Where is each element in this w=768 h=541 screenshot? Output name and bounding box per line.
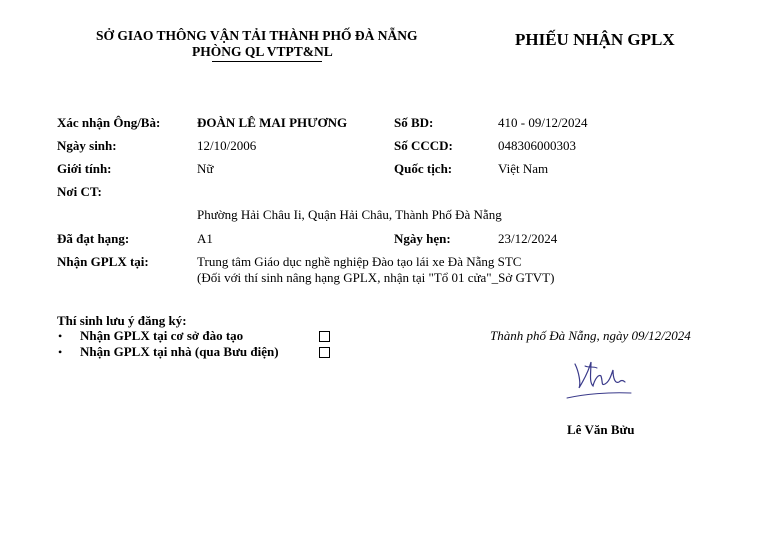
sbd-label: Số BD:	[394, 115, 434, 130]
option-bullet: •	[58, 345, 63, 359]
notes-heading: Thí sinh lưu ý đăng ký:	[57, 313, 187, 328]
place-date: Thành phố Đà Nẵng, ngày 09/12/2024	[490, 328, 691, 343]
pickup-value-line2: (Đối với thí sinh nâng hạng GPLX, nhận tại "Tổ 01 cửa"_Sở GTVT)	[197, 270, 555, 285]
residence-value: Phường Hải Châu Ii, Quận Hải Châu, Thành Phố Đà Nẵng	[197, 207, 502, 222]
agency-name-line2: PHÒNG QL VTPT&NL	[192, 44, 333, 59]
checkbox-training-center[interactable]	[319, 331, 330, 342]
class-value: A1	[197, 231, 213, 246]
appointment-label: Ngày hẹn:	[394, 231, 451, 246]
sbd-value: 410 - 09/12/2024	[498, 115, 588, 130]
gender-label: Giới tính:	[57, 161, 112, 176]
option-label-home-delivery: Nhận GPLX tại nhà (qua Bưu điện)	[80, 344, 279, 359]
dob-label: Ngày sinh:	[57, 138, 117, 153]
residence-label: Nơi CT:	[57, 184, 102, 199]
document-title: PHIẾU NHẬN GPLX	[515, 30, 675, 49]
nationality-label: Quốc tịch:	[394, 161, 453, 176]
class-label: Đã đạt hạng:	[57, 231, 130, 246]
signer-name: Lê Văn Bửu	[567, 422, 635, 437]
gender-value: Nữ	[197, 161, 214, 176]
cccd-label: Số CCCD:	[394, 138, 453, 153]
option-label-training-center: Nhận GPLX tại cơ sở đào tạo	[80, 328, 244, 343]
name-label: Xác nhận Ông/Bà:	[57, 115, 161, 130]
option-bullet: •	[58, 329, 63, 343]
checkbox-home-delivery[interactable]	[319, 347, 330, 358]
pickup-value-line1: Trung tâm Giáo dục nghề nghiệp Đào tạo lái xe Đà Nẵng STC	[197, 254, 522, 269]
signature-image	[565, 356, 635, 404]
agency-underline	[212, 61, 322, 62]
agency-name-line1: SỞ GIAO THÔNG VẬN TẢI THÀNH PHỐ ĐÀ NẴNG	[96, 28, 418, 43]
appointment-value: 23/12/2024	[498, 231, 558, 246]
dob-value: 12/10/2006	[197, 138, 257, 153]
pickup-label: Nhận GPLX tại:	[57, 254, 149, 269]
name-value: ĐOÀN LÊ MAI PHƯƠNG	[197, 115, 348, 130]
cccd-value: 048306000303	[498, 138, 576, 153]
nationality-value: Việt Nam	[498, 161, 549, 176]
